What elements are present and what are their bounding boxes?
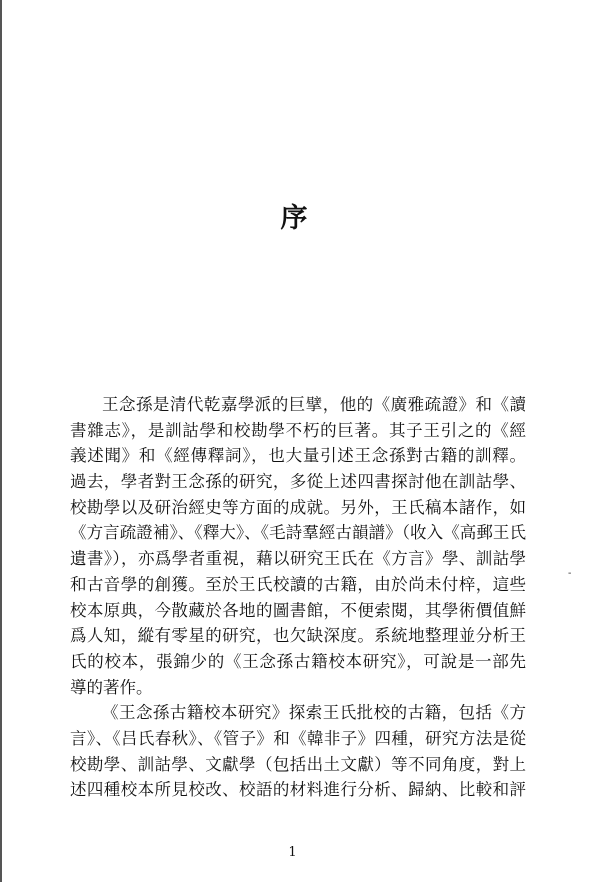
page-left-edge [0,0,2,882]
text-line: 校勘學以及研治經史等方面的成就。另外，王氏稿本諸作，如 [70,497,526,517]
text-line: 遺書》），亦爲學者重視，藉以研究王氏在《方言》學、訓詁學 [70,549,526,569]
text-line: 過去，學者對王念孫的研究，多從上述四書探討他在訓詁學、 [70,472,526,492]
stray-mark: - [568,568,572,579]
text-line: 義述聞》和《經傳釋詞》，也大量引述王念孫對古籍的訓釋。 [70,446,526,466]
text-line: 爲人知，縱有零星的研究，也欠缺深度。系統地整理並分析王 [70,626,526,646]
text-line: 導的著作。 [70,677,153,697]
text-line: 和古音學的創獲。至於王氏校讀的古籍，由於尚未付梓，這些 [70,574,526,594]
text-line: 述四種校本所見校改、校語的材料進行分析、歸納、比較和評 [70,780,526,800]
text-line: 《方言疏證補》、《釋大》、《毛詩羣經古韻譜》（收入《高郵王氏 [70,523,526,543]
text-line: 書雜志》，是訓詁學和校勘學不朽的巨著。其子王引之的《經 [70,420,526,440]
body-text [70,392,526,803]
page-title: 序 [280,203,310,234]
text-line: 言》、《吕氏春秋》、《管子》和《韓非子》四種，研究方法是從 [70,728,526,748]
text-line: 《王念孫古籍校本研究》探索王氏批校的古籍，包括《方 [102,703,526,723]
text-line: 氏的校本，張錦少的《王念孫古籍校本研究》，可說是一部先 [70,651,526,671]
text-line: 校勘學、訓詁學、文獻學（包括出土文獻）等不同角度，對上 [70,754,526,774]
text-line: 王念孫是清代乾嘉學派的巨擘，他的《廣雅疏證》和《讀 [102,395,526,414]
page-number: 1 [288,845,297,860]
text-line: 校本原典，今散藏於各地的圖書館，不便索閱，其學術價值鮮 [70,600,526,620]
